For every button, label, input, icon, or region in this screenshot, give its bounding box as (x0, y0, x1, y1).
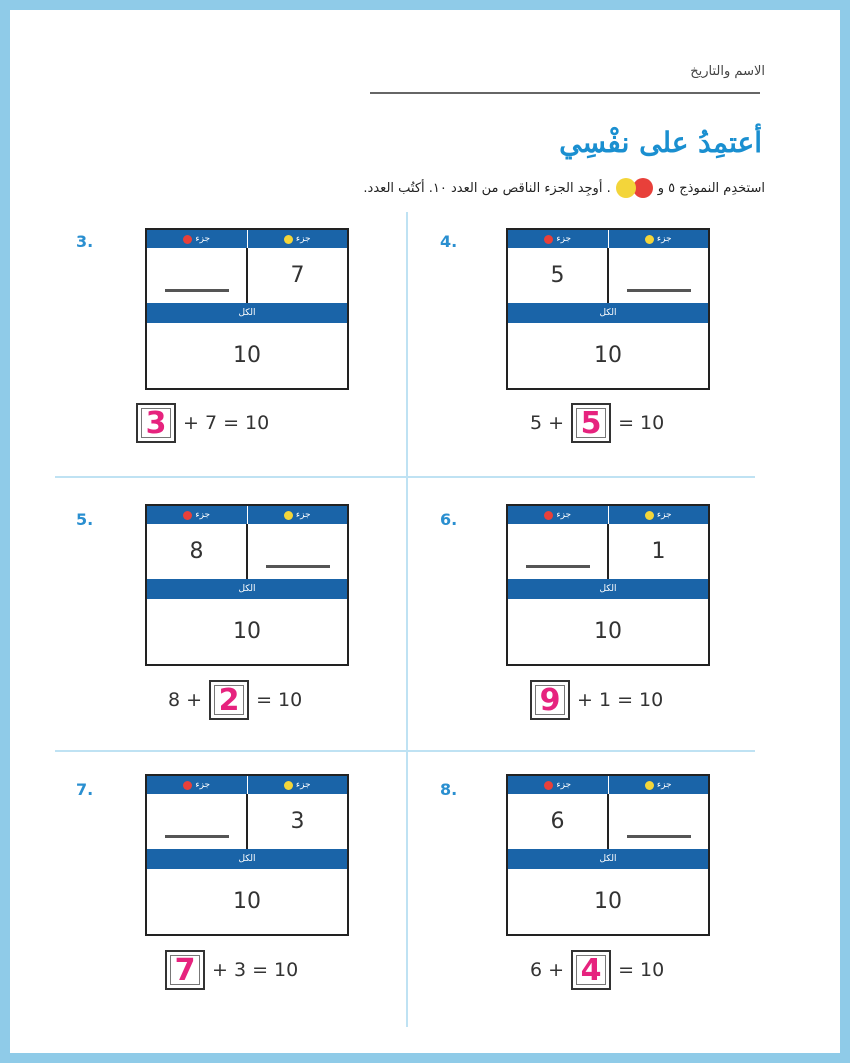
part-whole-model (506, 774, 710, 936)
equation-right: + 7 = 10 (183, 412, 270, 434)
equation (530, 950, 664, 990)
yellow-counter-icon (284, 511, 293, 520)
yellow-part-value: 3 (290, 809, 305, 834)
equation-right: + 3 = 10 (212, 959, 299, 981)
equation (136, 403, 269, 443)
yellow-part-header (609, 506, 709, 524)
yellow-part-header (248, 776, 348, 794)
equation-right: = 10 (618, 959, 665, 981)
whole-header: الكل (147, 849, 347, 869)
answer-blank[interactable] (627, 835, 691, 838)
red-part-header (508, 506, 609, 524)
copyright-side-text (806, 840, 818, 990)
problem-number: 6. (440, 510, 458, 529)
yellow-counter-icon (616, 178, 636, 198)
equation (168, 680, 302, 720)
red-counter-icon (183, 235, 192, 244)
whole-header: الكل (147, 579, 347, 599)
equation-right: = 10 (256, 689, 303, 711)
part-label: جزء (195, 780, 211, 790)
equation (165, 950, 298, 990)
whole-value: 10 (233, 343, 261, 368)
red-part-cell[interactable] (147, 248, 248, 303)
part-whole-model (506, 228, 710, 390)
equation-left: 8 + (168, 689, 203, 711)
red-part-header (147, 506, 248, 524)
part-label: جزء (556, 234, 572, 244)
problem-number: 8. (440, 780, 458, 799)
column-divider (406, 212, 408, 1027)
yellow-part-value: 1 (651, 539, 666, 564)
part-label: جزء (195, 234, 211, 244)
whole-header: الكل (508, 849, 708, 869)
answer-box[interactable]: 9 (530, 680, 570, 720)
equation-right: = 10 (618, 412, 665, 434)
answer-box[interactable]: 5 (571, 403, 611, 443)
answer-blank[interactable] (627, 289, 691, 292)
problem-number: 4. (440, 232, 458, 251)
whole-value: 10 (233, 619, 261, 644)
whole-value: 10 (594, 619, 622, 644)
row-divider-2 (55, 750, 755, 752)
problem-number: 5. (76, 510, 94, 529)
part-whole-model (506, 504, 710, 666)
red-counter-icon (183, 511, 192, 520)
instructions (363, 178, 765, 198)
answer-box[interactable]: 4 (571, 950, 611, 990)
red-part-header (508, 776, 609, 794)
name-date-label: الاسم والتاريخ (690, 64, 765, 79)
instruction-text-1: استخدِم النموذج ٥ و (657, 180, 765, 196)
whole-value: 10 (594, 343, 622, 368)
whole-header: الكل (508, 303, 708, 323)
red-part-value: 6 (550, 809, 565, 834)
model-header (508, 230, 708, 248)
whole-header: الكل (508, 579, 708, 599)
yellow-part-cell (609, 524, 708, 579)
red-part-header (147, 776, 248, 794)
problem-number: 7. (76, 780, 94, 799)
yellow-part-header (248, 506, 348, 524)
red-part-header (508, 230, 609, 248)
yellow-part-header (248, 230, 348, 248)
page-title: أعتمِدُ على نفْسِي (559, 126, 762, 159)
answer-box[interactable]: 2 (209, 680, 249, 720)
equation-right: + 1 = 10 (577, 689, 664, 711)
answer-box[interactable]: 7 (165, 950, 205, 990)
red-counter-icon (633, 178, 653, 198)
yellow-part-header (609, 230, 709, 248)
yellow-counter-icon (284, 781, 293, 790)
whole-header: الكل (147, 303, 347, 323)
red-part-cell[interactable] (508, 524, 609, 579)
red-counter-icon (544, 511, 553, 520)
red-part-cell (508, 794, 609, 849)
red-part-value: 8 (189, 539, 204, 564)
yellow-counter-icon (645, 511, 654, 520)
part-label: جزء (295, 234, 311, 244)
whole-value: 10 (233, 889, 261, 914)
equation-left: 6 + (530, 959, 565, 981)
red-part-cell (508, 248, 609, 303)
answer-blank[interactable] (526, 565, 590, 568)
equation (530, 680, 663, 720)
yellow-part-cell (248, 794, 347, 849)
part-whole-model (145, 228, 349, 390)
part-label: جزء (656, 234, 672, 244)
answer-blank[interactable] (165, 289, 229, 292)
red-part-header (147, 230, 248, 248)
part-label: جزء (295, 780, 311, 790)
instruction-text-2: . أوجِد الجزء الناقص من العدد ١٠. أكتُب العدد. (363, 180, 611, 196)
part-whole-model (145, 504, 349, 666)
yellow-part-cell[interactable] (248, 524, 347, 579)
name-date-line[interactable] (370, 92, 760, 94)
equation (530, 403, 664, 443)
answer-box[interactable]: 3 (136, 403, 176, 443)
yellow-part-cell[interactable] (609, 794, 708, 849)
model-header (147, 506, 347, 524)
yellow-part-cell (248, 248, 347, 303)
part-label: جزء (556, 780, 572, 790)
model-header (508, 506, 708, 524)
red-counter-icon (544, 235, 553, 244)
red-part-value: 5 (550, 263, 565, 288)
yellow-part-cell[interactable] (609, 248, 708, 303)
part-label: جزء (195, 510, 211, 520)
part-label: جزء (556, 510, 572, 520)
answer-blank[interactable] (266, 565, 330, 568)
row-divider-1 (55, 476, 755, 478)
red-counter-icon (544, 781, 553, 790)
answer-blank[interactable] (165, 835, 229, 838)
whole-value: 10 (594, 889, 622, 914)
part-label: جزء (656, 510, 672, 520)
yellow-counter-icon (645, 781, 654, 790)
yellow-counter-icon (645, 235, 654, 244)
model-header (508, 776, 708, 794)
yellow-counter-icon (284, 235, 293, 244)
model-header (147, 776, 347, 794)
model-header (147, 230, 347, 248)
part-label: جزء (295, 510, 311, 520)
red-part-cell[interactable] (147, 794, 248, 849)
red-counter-icon (183, 781, 192, 790)
yellow-part-header (609, 776, 709, 794)
part-whole-model (145, 774, 349, 936)
problem-number: 3. (76, 232, 94, 251)
red-part-cell (147, 524, 248, 579)
yellow-part-value: 7 (290, 263, 305, 288)
equation-left: 5 + (530, 412, 565, 434)
part-label: جزء (656, 780, 672, 790)
